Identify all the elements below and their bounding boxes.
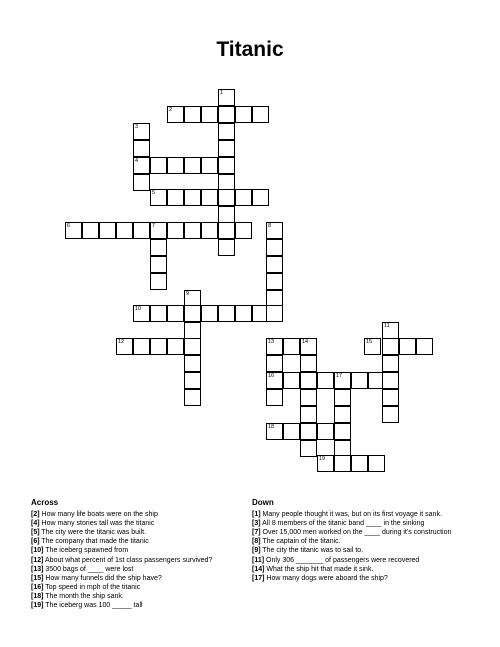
clue-item <box>252 565 477 574</box>
crossword-cell[interactable] <box>300 338 317 355</box>
crossword-cell[interactable] <box>266 273 283 290</box>
crossword-cell[interactable] <box>266 222 283 239</box>
clue-item-text: All 8 members of the titanic band ____ in the sinking <box>260 520 425 528</box>
crossword-cell[interactable] <box>133 123 150 140</box>
clue-item-number: [14] <box>252 565 265 573</box>
crossword-cell[interactable] <box>317 455 334 472</box>
clue-item-text: 3500 bags of ____ were lost <box>43 565 134 573</box>
crossword-cell[interactable] <box>201 189 218 206</box>
crossword-cell[interactable] <box>235 222 252 239</box>
crossword-cell[interactable] <box>266 239 283 256</box>
clue-item <box>31 556 246 565</box>
clue-item-number: [17] <box>252 574 265 582</box>
crossword-cell[interactable] <box>201 305 218 322</box>
crossword-cell[interactable] <box>150 273 167 290</box>
clue-item-number: [2] <box>31 511 40 519</box>
clue-item-number: [15] <box>31 574 44 582</box>
clue-item-number: [13] <box>31 565 44 573</box>
crossword-cell[interactable] <box>283 372 300 389</box>
crossword-cell[interactable] <box>133 338 150 355</box>
clue-number: 16 <box>268 373 275 379</box>
clue-item <box>31 528 246 537</box>
clue-number: 10 <box>135 306 142 312</box>
crossword-cell[interactable] <box>218 239 235 256</box>
crossword-cell[interactable] <box>184 106 201 123</box>
clue-item <box>31 601 246 610</box>
crossword-cell[interactable] <box>99 222 116 239</box>
clue-item-text: How many funnels did the ship have? <box>43 574 162 582</box>
down-clues <box>252 498 477 583</box>
clue-item-number: [1] <box>252 511 261 519</box>
clue-item <box>252 519 477 528</box>
crossword-cell[interactable] <box>201 157 218 174</box>
crossword-cell[interactable] <box>150 222 167 239</box>
crossword-cell[interactable] <box>150 256 167 273</box>
clue-item <box>252 528 477 537</box>
clue-number: 6 <box>67 223 71 229</box>
crossword-cell[interactable] <box>235 189 252 206</box>
clue-item-number: [18] <box>31 592 44 600</box>
clue-item <box>31 519 246 528</box>
clue-number: 3 <box>135 124 139 130</box>
clue-item-text: How many dogs were aboard the ship? <box>264 574 388 582</box>
clue-item-number: [11] <box>252 556 265 564</box>
clue-item-number: [19] <box>31 602 44 610</box>
across-clue-list <box>31 510 246 610</box>
crossword-cell[interactable] <box>283 338 300 355</box>
crossword-cell[interactable] <box>266 256 283 273</box>
crossword-cell[interactable] <box>218 305 235 322</box>
clue-item <box>252 510 477 519</box>
crossword-cell[interactable] <box>382 372 399 389</box>
clue-number: 4 <box>135 158 139 164</box>
crossword-cell[interactable] <box>382 322 399 339</box>
crossword-cell[interactable] <box>167 106 184 123</box>
clue-item <box>31 592 246 601</box>
crossword-cell[interactable] <box>399 338 416 355</box>
crossword-cell[interactable] <box>334 423 351 440</box>
crossword-cell[interactable] <box>266 355 283 372</box>
clue-item-text: The company that made the titanic <box>39 538 149 546</box>
crossword-cell[interactable] <box>235 305 252 322</box>
clue-item-text: Only 306 _______ of passengers were recovered <box>264 556 420 564</box>
clue-item-text: About what percent of 1st class passengers survived? <box>43 556 213 564</box>
clue-item-number: [4] <box>31 520 40 528</box>
crossword-cell[interactable] <box>334 372 351 389</box>
crossword-cell[interactable] <box>133 222 150 239</box>
clue-item-text: The captain of the titanic. <box>260 538 341 546</box>
crossword-cell[interactable] <box>116 222 133 239</box>
clue-item-text: Many people thought it was, but on its first voyage it sank. <box>260 511 442 519</box>
down-heading: Down <box>252 498 274 507</box>
crossword-cell[interactable] <box>150 338 167 355</box>
crossword-cell[interactable] <box>184 322 201 339</box>
crossword-cell[interactable] <box>300 355 317 372</box>
crossword-cell[interactable] <box>334 389 351 406</box>
crossword-cell[interactable] <box>167 305 184 322</box>
clue-number: 5 <box>152 190 156 196</box>
crossword-cell[interactable] <box>201 222 218 239</box>
crossword-cell[interactable] <box>167 222 184 239</box>
clue-item <box>31 565 246 574</box>
clue-number: 8 <box>268 223 272 229</box>
crossword-cell[interactable] <box>300 389 317 406</box>
crossword-cell[interactable] <box>334 406 351 423</box>
crossword-cell[interactable] <box>167 338 184 355</box>
clue-number: 9 <box>186 291 190 297</box>
clue-item-text: The city the titanic was to sail to. <box>260 547 364 555</box>
crossword-cell[interactable] <box>382 406 399 423</box>
crossword-cell[interactable] <box>184 372 201 389</box>
crossword-cell[interactable] <box>184 389 201 406</box>
clue-item <box>252 546 477 555</box>
clue-item-text: The iceberg was 100 _____ tall <box>43 602 143 610</box>
crossword-cell[interactable] <box>218 106 235 123</box>
down-clue-list <box>252 510 477 583</box>
crossword-cell[interactable] <box>300 372 317 389</box>
crossword-cell[interactable] <box>150 239 167 256</box>
crossword-cell[interactable] <box>184 305 201 322</box>
clue-item <box>252 537 477 546</box>
crossword-cell[interactable] <box>382 355 399 372</box>
crossword-cell[interactable] <box>266 338 283 355</box>
crossword-cell[interactable] <box>364 338 381 355</box>
crossword-cell[interactable] <box>133 157 150 174</box>
clue-item <box>31 537 246 546</box>
crossword-cell[interactable] <box>218 140 235 157</box>
clue-number: 1 <box>220 90 224 96</box>
across-clues <box>31 498 246 610</box>
page-title: Titanic <box>216 38 284 61</box>
crossword-cell[interactable] <box>184 189 201 206</box>
clue-item-text: How many life boats were on the ship <box>39 511 158 519</box>
clue-item-number: [7] <box>252 529 261 537</box>
clue-number: 15 <box>366 339 373 345</box>
crossword-cell[interactable] <box>334 455 351 472</box>
clue-item-text: The iceberg spawned from <box>43 547 129 555</box>
clue-item-text: How many stories tall was the titanic <box>39 520 155 528</box>
crossword-cell[interactable] <box>382 389 399 406</box>
crossword-cell[interactable] <box>167 189 184 206</box>
crossword-cell[interactable] <box>184 157 201 174</box>
crossword-cell[interactable] <box>150 305 167 322</box>
crossword-cell[interactable] <box>266 305 283 322</box>
clue-item <box>31 546 246 555</box>
crossword-cell[interactable] <box>351 372 368 389</box>
clue-item-text: The city were the titanic was built. <box>39 529 147 537</box>
crossword-cell[interactable] <box>300 423 317 440</box>
clue-item-text: What the ship hit that made it sink. <box>264 565 374 573</box>
crossword-cell[interactable] <box>82 222 99 239</box>
crossword-cell[interactable] <box>218 222 235 239</box>
crossword-cell[interactable] <box>235 106 252 123</box>
crossword-cell[interactable] <box>167 157 184 174</box>
crossword-cell[interactable] <box>201 106 218 123</box>
clue-item <box>252 574 477 583</box>
crossword-cell[interactable] <box>266 389 283 406</box>
crossword-cell[interactable] <box>252 189 269 206</box>
clue-item <box>31 574 246 583</box>
across-heading: Across <box>31 498 59 507</box>
clue-number: 18 <box>268 424 275 430</box>
clue-item <box>252 556 477 565</box>
crossword-cell[interactable] <box>133 305 150 322</box>
crossword-cell[interactable] <box>317 423 334 440</box>
clue-item-text: Top speed in mph of the titanic <box>43 583 141 591</box>
crossword-cell[interactable] <box>283 423 300 440</box>
crossword-cell[interactable] <box>133 174 150 191</box>
clue-item-number: [5] <box>31 529 40 537</box>
clue-item-number: [9] <box>252 547 261 555</box>
crossword-cell[interactable] <box>218 189 235 206</box>
crossword-cell[interactable] <box>218 123 235 140</box>
crossword-cell[interactable] <box>184 222 201 239</box>
crossword-cell[interactable] <box>218 89 235 106</box>
crossword-cell[interactable] <box>368 455 385 472</box>
clue-item-number: [16] <box>31 583 44 591</box>
crossword-cell[interactable] <box>266 423 283 440</box>
crossword-cell[interactable] <box>150 189 167 206</box>
crossword-cell[interactable] <box>351 455 368 472</box>
clue-item <box>31 510 246 519</box>
crossword-cell[interactable] <box>133 140 150 157</box>
crossword-cell[interactable] <box>184 338 201 355</box>
crossword-cell[interactable] <box>300 406 317 423</box>
clue-item-text: The month the ship sank. <box>43 592 124 600</box>
clue-number: 12 <box>118 339 125 345</box>
clue-item-number: [8] <box>252 538 261 546</box>
crossword-cell[interactable] <box>65 222 82 239</box>
clue-item-number: [12] <box>31 556 44 564</box>
crossword-cell[interactable] <box>218 157 235 174</box>
crossword-cell[interactable] <box>218 206 235 223</box>
clue-number: 11 <box>384 323 390 329</box>
clue-number: 14 <box>302 339 309 345</box>
crossword-cell[interactable] <box>266 372 283 389</box>
crossword-cell[interactable] <box>252 106 269 123</box>
clue-number: 7 <box>152 223 156 229</box>
crossword-cell[interactable] <box>416 338 433 355</box>
crossword-cell[interactable] <box>317 372 334 389</box>
clue-item-number: [6] <box>31 538 40 546</box>
clue-number: 2 <box>169 107 173 113</box>
crossword-cell[interactable] <box>382 338 399 355</box>
clue-number: 13 <box>268 339 275 345</box>
crossword-cell[interactable] <box>116 338 133 355</box>
crossword-cell[interactable] <box>184 355 201 372</box>
clue-item-text: Over 15,000 men worked on the ____ during it's construction <box>260 529 452 537</box>
clue-item-number: [3] <box>252 520 261 528</box>
clue-number: 19 <box>319 456 326 462</box>
crossword-cell[interactable] <box>300 440 317 457</box>
clue-number: 17 <box>336 373 343 379</box>
clue-item-number: [10] <box>31 547 44 555</box>
crossword-cell[interactable] <box>150 157 167 174</box>
clue-item <box>31 583 246 592</box>
